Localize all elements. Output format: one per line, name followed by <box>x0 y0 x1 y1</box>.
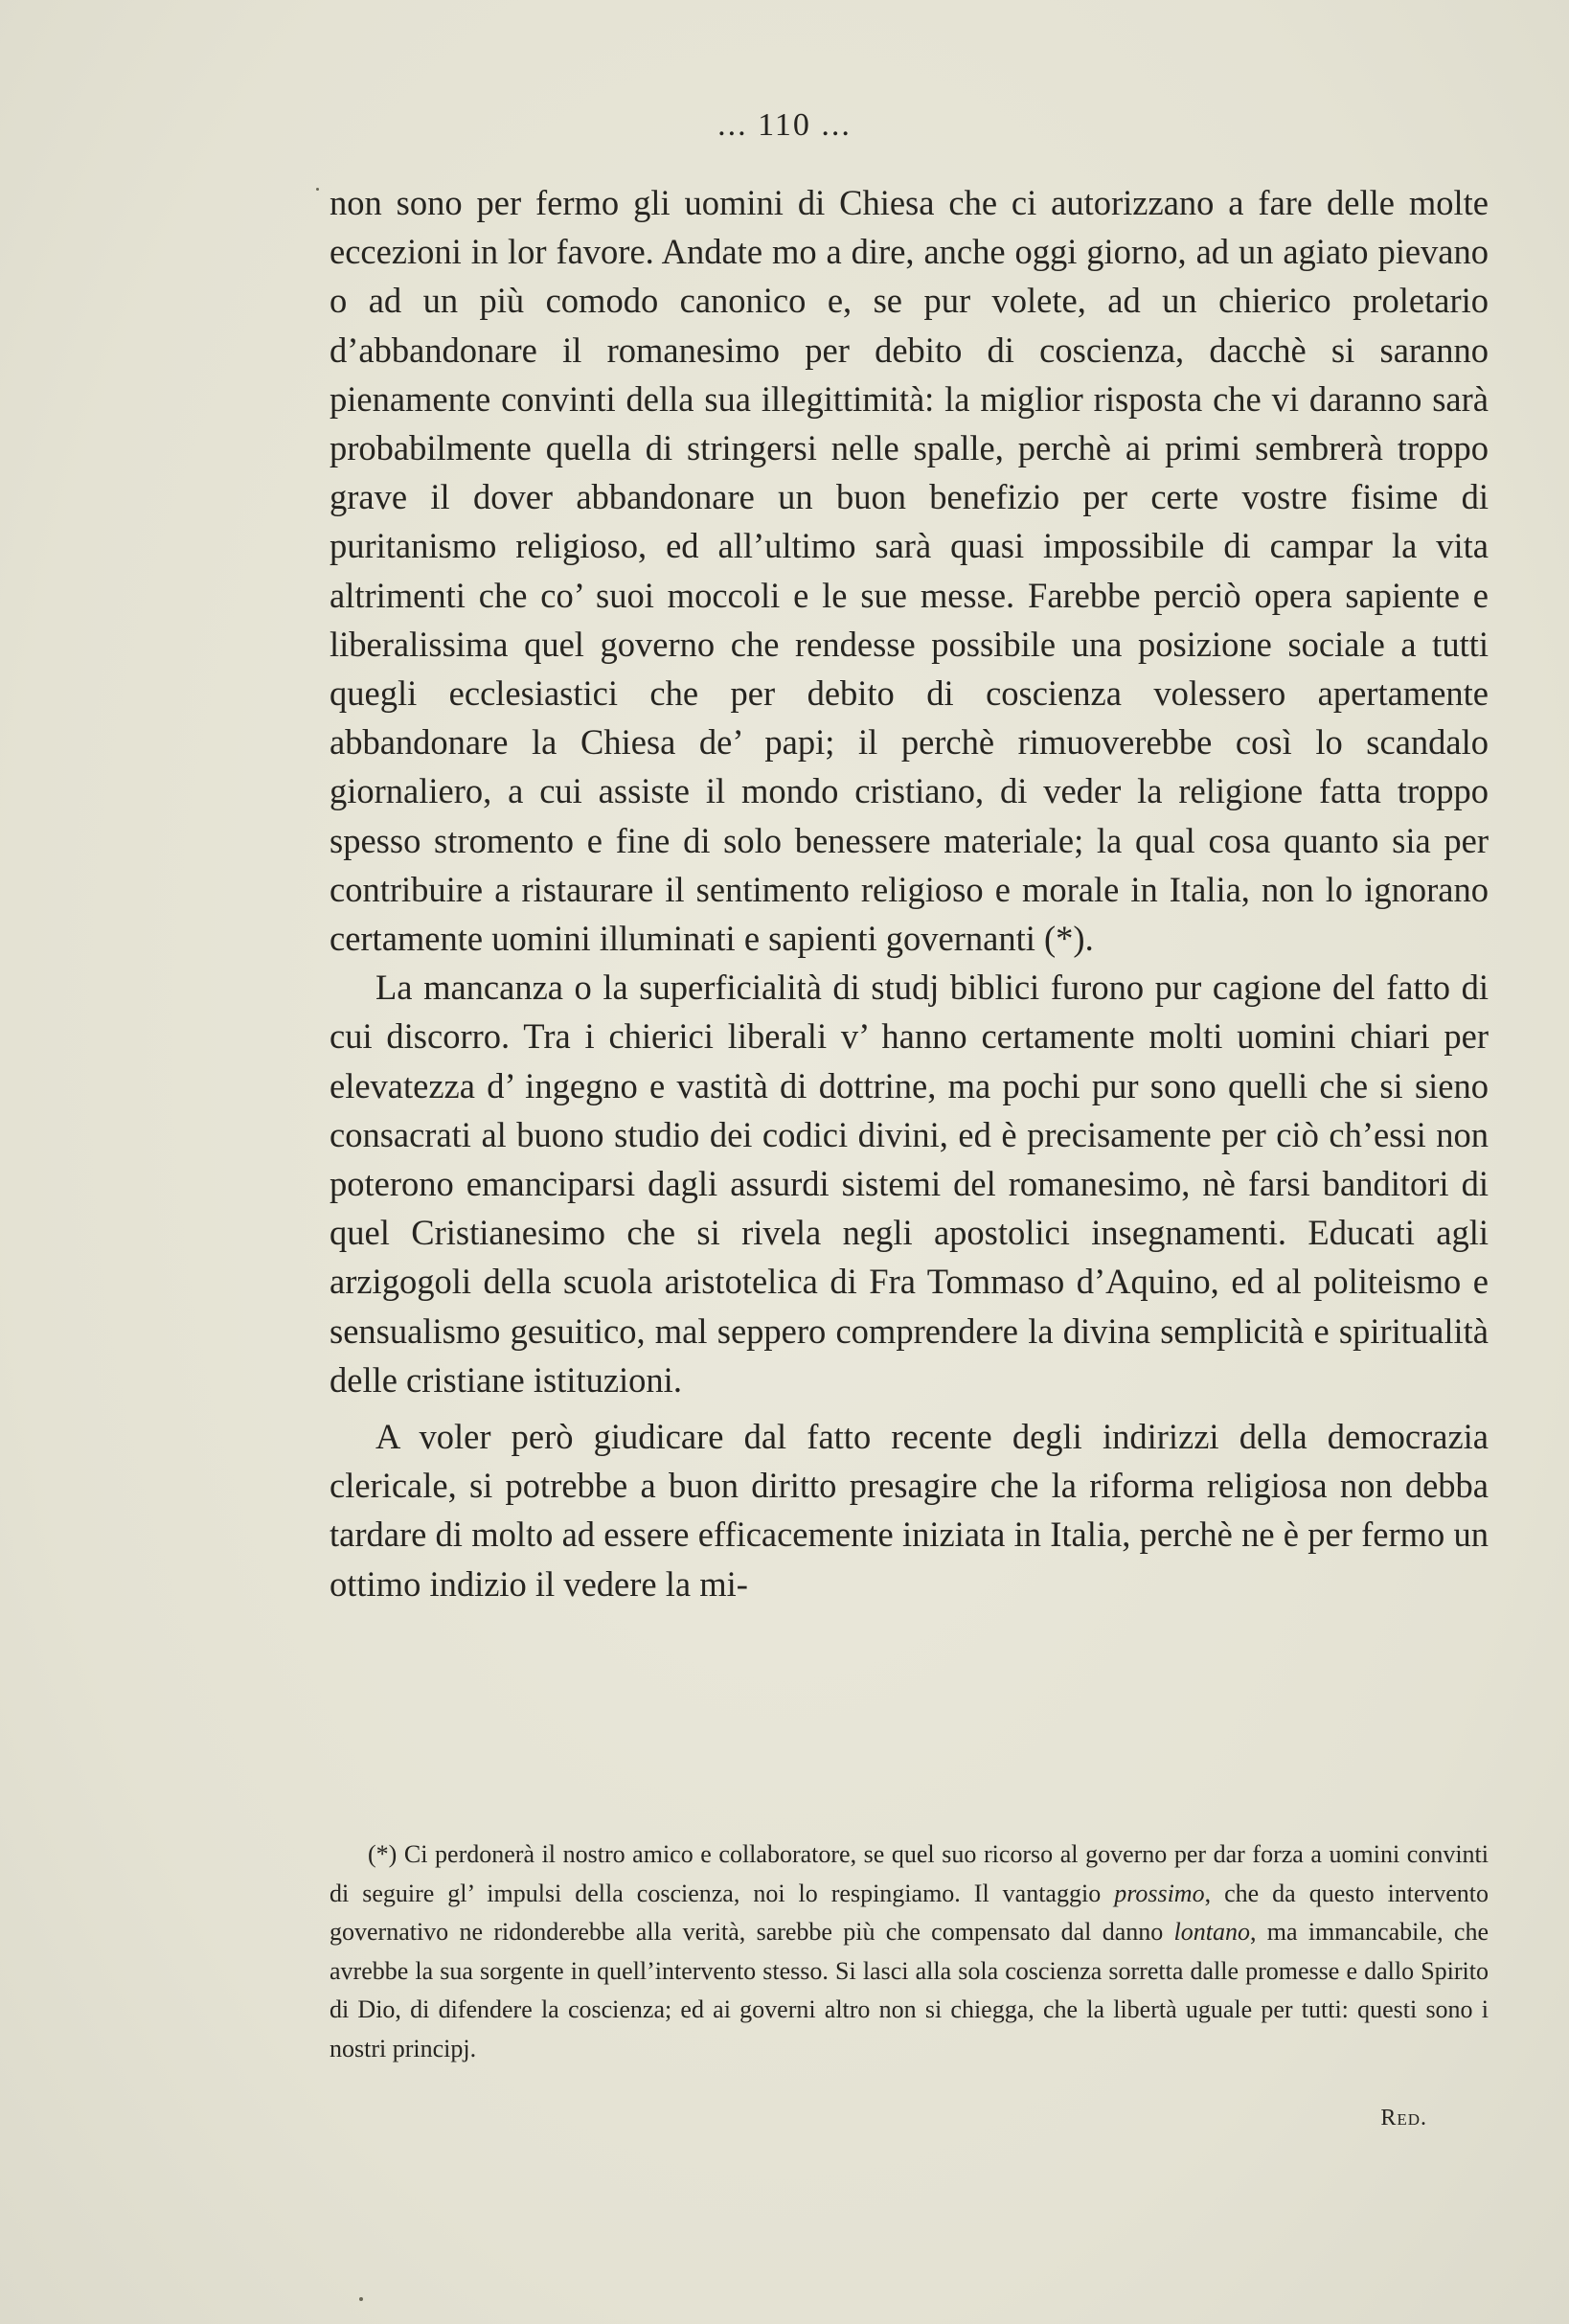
footnote-emphasis-lontano: lontano <box>1173 1918 1250 1946</box>
footnote <box>330 1835 1489 2068</box>
footnote-text <box>330 1835 1489 2068</box>
body-text <box>330 178 1489 1608</box>
paper-speck <box>359 2297 363 2301</box>
paragraph-continuation: non sono per fermo gli uomini di Chiesa che ci autorizzano a fare delle molte eccezioni in lor favore. Andate mo a dire, anche oggi giorno, ad un agiato pievano o ad un più comodo canonico e, se pur volete, ad un chierico proletario d’abbandonare il romanesimo per debito di coscienza, dacchè si saranno pienamente convinti della sua illegittimità: la miglior risposta che vi daranno sarà probabilmente quella di stringersi nelle spalle, perchè ai primi sembrerà troppo grave il dover abbandonare un buon benefizio per certe vostre fisime di puritanismo religioso, ed all’ultimo sarà quasi impossibile di campar la vita altrimenti che co’ suoi moccoli e le sue messe. Farebbe perciò opera sapiente e liberalissima quel governo che rendesse possibile una posizione sociale a tutti quegli ecclesiastici che per debito di coscienza volessero apertamente abbandonare la Chiesa de’ papi; il perchè rimuoverebbe così lo scandalo giornaliero, a cui assiste il mondo cristiano, di veder la religione fatta troppo spesso stromento e fine di solo benessere materiale; la qual cosa quanto sia per contribuire a ristaurare il sentimento religioso e morale in Italia, non lo ignorano certamente uomini illuminati e sapienti governanti (*). <box>330 183 1489 959</box>
footnote-text-part1: (*) Ci perdonerà il nostro amico e collaboratore, se quel suo ricorso al governo per dar forza a uomini convinti di seguire gl’ impulsi della coscienza, noi lo respingiamo. Il vantaggio <box>330 1840 1489 1907</box>
footnote-text-part2: , che da questo intervento governativo ne ridonderebbe alla verità, sarebbe più che compensato dal danno <box>330 1879 1489 1946</box>
paragraph-clerical-democracy: A voler però giudicare dal fatto recente degli indirizzi della democrazia clericale, si potrebbe a buon diritto presagire che la riforma religiosa non debba tardare di molto ad essere efficacemente iniziata in Italia, perchè ne è per fermo un ottimo indizio il vedere la mi- <box>330 1417 1489 1604</box>
footnote-emphasis-prossimo: prossimo <box>1114 1879 1205 1907</box>
footnote-text-part3: , ma immancabile, che avrebbe la sua sorgente in quell’intervento stesso. Si lasci alla sola coscienza sorretta dalle promesse e dallo Spirito di Dio, di difendere la coscienza; ed ai governi altro non si chiegga, che la libertà uguale per tutti: questi sono i nostri principj. <box>330 1918 1489 2062</box>
paper-speck <box>316 188 319 191</box>
footnote-signature: Red. <box>1380 2106 1427 2130</box>
paragraph-biblical-studies: La mancanza o la superficialità di studj biblici furono pur cagione del fatto di cui discorro. Tra i chierici liberali v’ hanno certamente molti uomini chiari per elevatezza d’ ingegno e vastità di dottrine, ma pochi pur sono quelli che si sieno consacrati al buono studio dei codici divini, ed è precisamente per ciò ch’essi non poterono emanciparsi dagli assurdi sistemi del romanesimo, nè farsi banditori di quel Cristianesimo che si rivela negli apostolici insegnamenti. Educati agli arzigogoli della scuola aristotelica di Fra Tommaso d’Aquino, ed al politeismo e sensualismo gesuitico, mal seppero comprendere la divina semplicità e spiritualità delle cristiane istituzioni. <box>330 968 1489 1400</box>
page-number: ... 110 ... <box>717 107 852 143</box>
